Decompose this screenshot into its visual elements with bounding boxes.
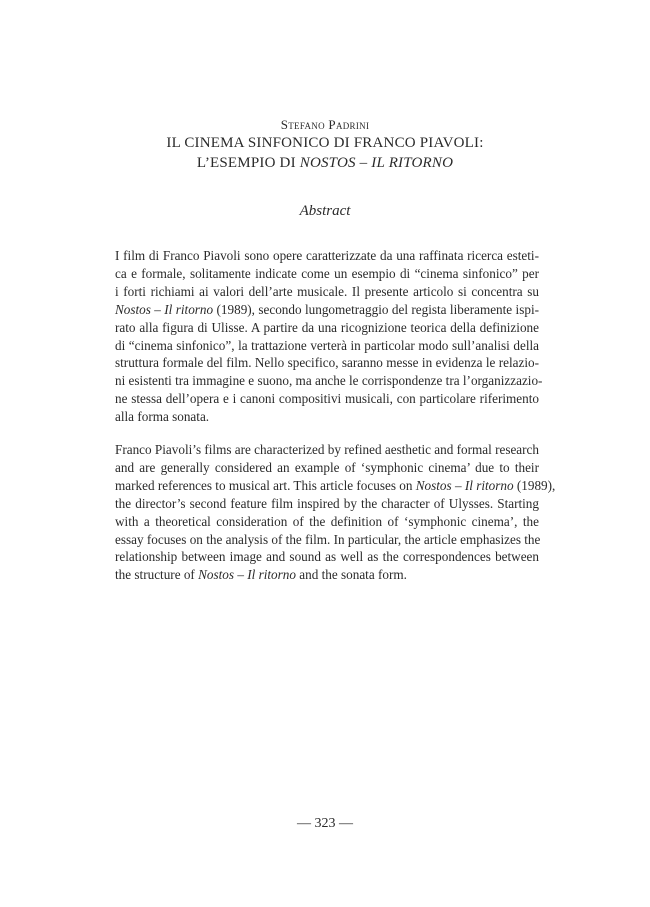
abstract-heading: Abstract	[299, 203, 351, 219]
abstract-it-line: ca e formale, solitamente indicate come un esempio di “cinema sinfonico” per	[115, 265, 539, 281]
abstract-en-text: the structure of	[115, 567, 199, 583]
abstract-en-line: and are generally considered an example of ‘symphonic cinema’ due to their	[115, 459, 539, 475]
abstract-en-line	[115, 566, 539, 584]
abstract-it-line: struttura formale del film. Nello specifico, saranno messe in evidenza le relazio-	[115, 355, 539, 371]
article-title-line-1: IL CINEMA SINFONICO DI FRANCO PIAVOLI:	[166, 135, 484, 151]
title-film-name: NOSTOS – IL RITORNO	[299, 155, 454, 171]
film-title: Nostos – Il ritorno	[198, 567, 296, 583]
author-name: Stefano Padrini	[280, 117, 370, 132]
abstract-italian	[115, 247, 543, 426]
abstract-it-line: di “cinema sinfonico”, la trattazione verterà in particolar modo sull’analisi della	[115, 337, 539, 353]
abstract-it-line: ni esistenti tra immagine e suono, ma anche le corrispondenze tra l’organizzazio-	[115, 373, 543, 389]
abstract-it-line	[115, 301, 539, 319]
film-title: Nostos – Il ritorno	[415, 477, 514, 493]
abstract-en-text: (1989),	[513, 477, 556, 493]
abstract-en-line: with a theoretical consideration of the definition of ‘symphonic cinema’, the	[115, 513, 539, 529]
title-prefix: L’ESEMPIO DI	[196, 155, 300, 171]
abstract-en-text: marked references to musical art. This article focuses on	[115, 477, 416, 493]
abstract-en-line: Franco Piavoli’s films are characterized by refined aesthetic and formal research	[115, 442, 540, 457]
article-title-line-2	[0, 153, 650, 173]
abstract-en-text: and the sonata form.	[295, 567, 407, 583]
article-header	[0, 116, 650, 173]
page-number: — 323 —	[297, 816, 353, 831]
abstract-it-line: ne stessa dell’opera e i canoni compositivi musicali, con particolare riferimento	[115, 391, 539, 407]
abstract-en-line: the director’s second feature film inspired by the character of Ulysses. Starting	[115, 495, 539, 511]
abstract-it-line: i forti richiami ai valori dell’arte musicale. Il presente articolo si concentra su	[115, 283, 539, 299]
film-title: Nostos – Il ritorno	[115, 301, 214, 317]
abstract-en-line	[115, 477, 556, 495]
abstract-it-line: alla forma sonata.	[115, 409, 210, 425]
abstract-it-line: rato alla figura di Ulisse. A partire da una ricognizione teorica della definizione	[115, 319, 539, 335]
abstract-it-text: (1989), secondo lungometraggio del regista liberamente ispi-	[213, 301, 540, 317]
abstract-english	[115, 441, 556, 584]
abstract-en-line: relationship between image and sound as well as the correspondences between	[115, 549, 539, 565]
abstract-it-line: I film di Franco Piavoli sono opere caratterizzate da una raffinata ricerca esteti-	[115, 248, 539, 263]
abstract-en-line: essay focuses on the analysis of the film. In particular, the article emphasizes the	[115, 531, 541, 547]
